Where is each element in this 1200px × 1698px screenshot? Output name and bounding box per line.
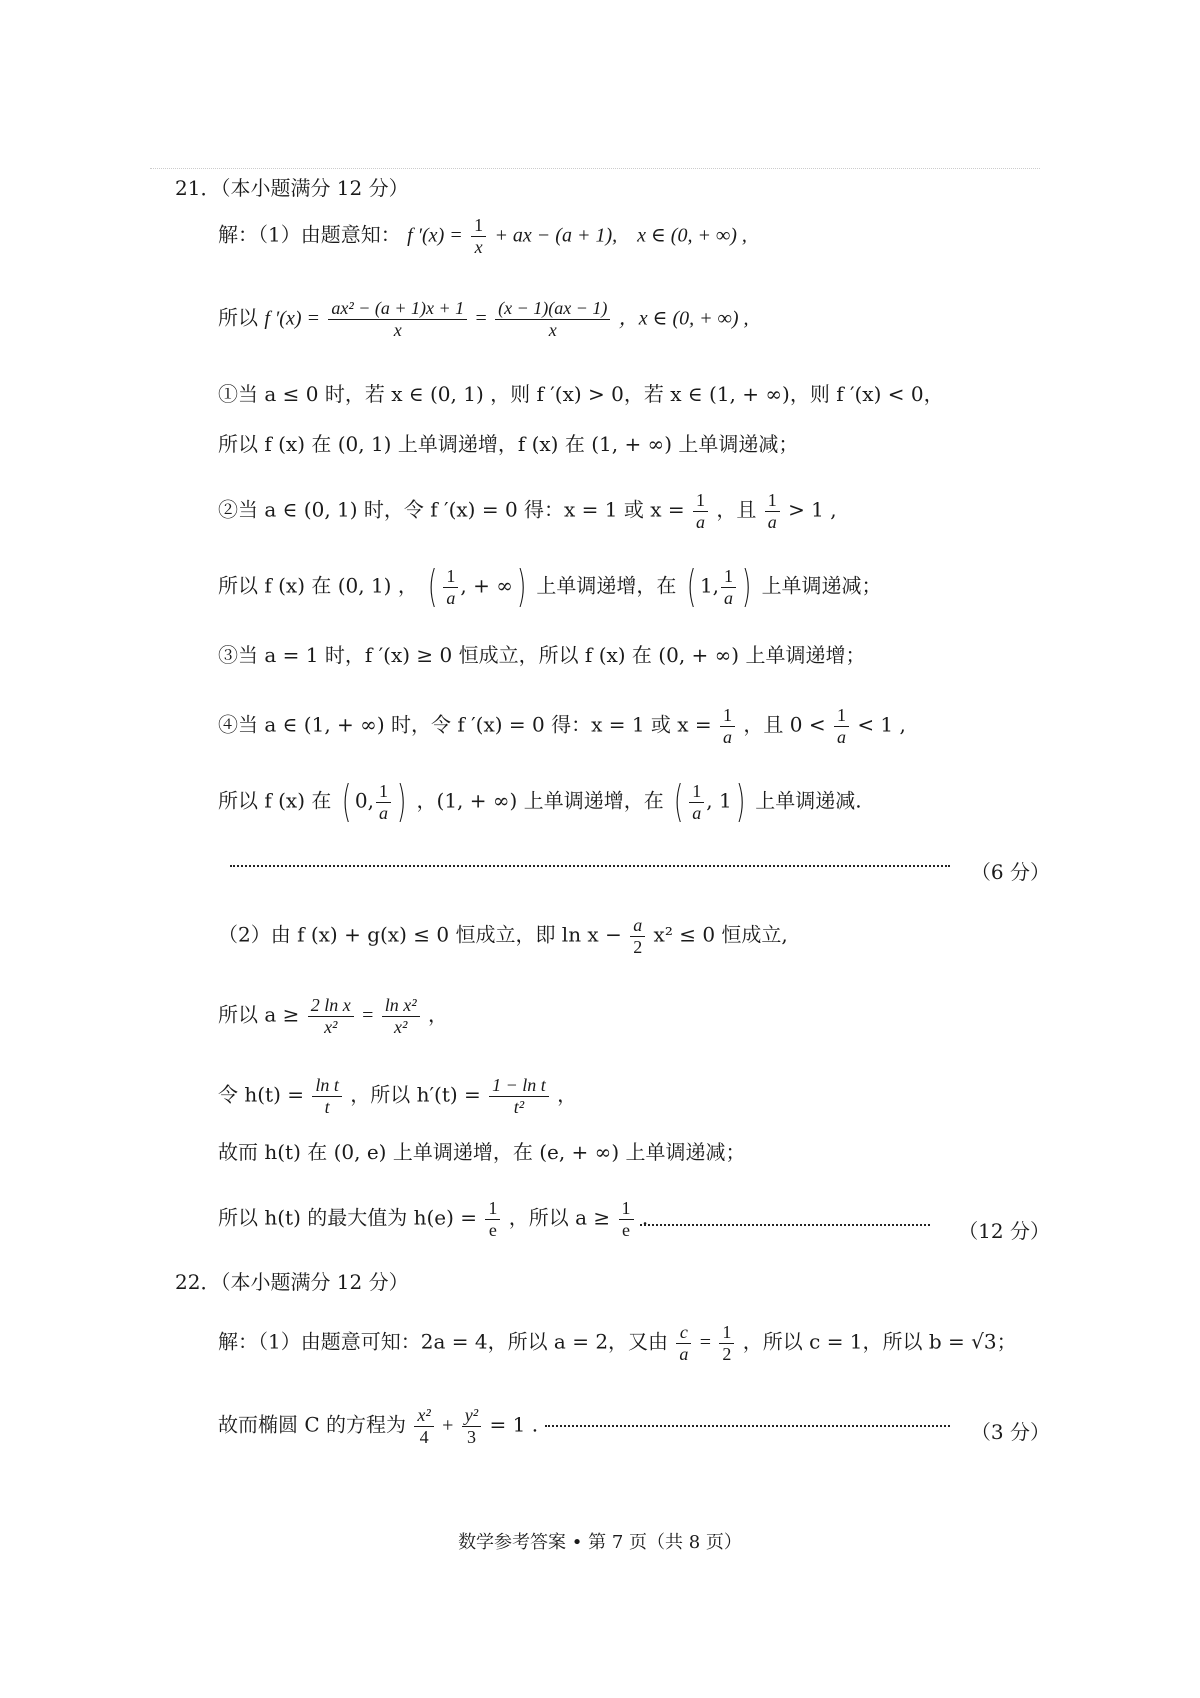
- denominator: e: [622, 1219, 631, 1240]
- right-paren: ): [741, 561, 752, 612]
- fraction: [495, 298, 610, 340]
- denominator: a: [767, 511, 777, 532]
- text: .: [641, 1205, 649, 1230]
- q21-line-6: [218, 561, 882, 612]
- denominator: x: [393, 319, 402, 340]
- left-paren: (: [673, 776, 684, 827]
- text: 所以 h(t) 的最大值为 h(e) =: [218, 1205, 478, 1230]
- fraction: [376, 781, 391, 823]
- numerator: x²: [414, 1405, 433, 1427]
- text: 上单调递减；: [761, 573, 882, 598]
- text: ，且 0 <: [743, 712, 826, 737]
- fraction: [834, 705, 849, 747]
- top-divider: [150, 168, 1040, 169]
- dotted-leader: [640, 1224, 930, 1226]
- text: 故而椭圆 C 的方程为: [218, 1412, 407, 1437]
- fraction: [619, 1198, 634, 1240]
- q21-part2-line-5: [218, 1198, 648, 1240]
- q22-line-2: [218, 1405, 538, 1447]
- score-12: （12 分）: [958, 1219, 1050, 1243]
- text: ②当 a ∈ (0, 1) 时，令 f ′(x) = 0 得：x = 1 或 x =: [218, 497, 685, 522]
- numerator: ax² − (a + 1)x + 1: [328, 298, 467, 320]
- q21-part2-line-4: 故而 h(t) 在 (0, e) 上单调递增，在 (e, + ∞) 上单调递减；: [218, 1140, 746, 1164]
- text: 上单调递减.: [755, 788, 862, 813]
- text: 所以 f (x) 在 (0, 1) ，: [218, 573, 418, 598]
- q21-line-3: ①当 a ≤ 0 时，若 x ∈ (0, 1) ，则 f ′(x) > 0，若 x ∈ (1, + ∞)，则 f ′(x) < 0，: [218, 382, 944, 406]
- text: 令 h(t) =: [218, 1082, 304, 1107]
- denominator: t: [324, 1096, 330, 1117]
- math: , 1: [706, 788, 732, 813]
- score-6: （6 分）: [970, 860, 1050, 884]
- denominator: 3: [466, 1426, 476, 1447]
- q21-part2-line-2: [218, 995, 448, 1037]
- text: ，所以 a ≥: [508, 1205, 611, 1230]
- fraction: [308, 995, 354, 1037]
- denominator: a: [692, 802, 702, 823]
- fraction: [676, 1322, 691, 1364]
- fraction: [462, 1405, 481, 1447]
- numerator: 1: [834, 705, 849, 727]
- text: 所以: [218, 305, 258, 330]
- fraction: [312, 1075, 342, 1117]
- left-paren: (: [686, 561, 697, 612]
- equals: =: [699, 1331, 712, 1354]
- text: 解：（1）由题意知：: [218, 222, 401, 247]
- text: ，: [428, 1002, 449, 1027]
- math: f ′(x) =: [407, 224, 463, 247]
- right-paren: ): [396, 776, 407, 827]
- numerator: 1: [720, 705, 735, 727]
- text: > 1 ,: [788, 497, 837, 522]
- numerator: 1: [376, 781, 391, 803]
- text: ，: [557, 1082, 578, 1107]
- numerator: ln x²: [382, 995, 420, 1017]
- denominator: e: [488, 1219, 497, 1240]
- numerator: 1: [471, 215, 486, 237]
- denominator: a: [378, 802, 388, 823]
- q22-line-1: [218, 1322, 1017, 1364]
- fraction: [328, 298, 467, 340]
- math: ，x ∈ (0, + ∞) ,: [618, 307, 749, 330]
- text: ，且: [716, 497, 757, 522]
- text: ，(1, + ∞) 上单调递增，在: [416, 788, 664, 813]
- numerator: ln t: [312, 1075, 342, 1097]
- q21-header: 21．（本小题满分 12 分）: [175, 176, 409, 200]
- fraction: [414, 1405, 433, 1447]
- numerator: 1: [619, 1198, 634, 1220]
- denominator: a: [836, 726, 846, 747]
- text: ④当 a ∈ (1, + ∞) 时，令 f ′(x) = 0 得：x = 1 或 x =: [218, 712, 712, 737]
- q21-line-4: 所以 f (x) 在 (0, 1) 上单调递增，f (x) 在 (1, + ∞) 上单调递减；: [218, 432, 799, 456]
- text: 解：（1）由题意可知：2a = 4，所以 a = 2，又由: [218, 1329, 669, 1354]
- denominator: 2: [722, 1343, 732, 1364]
- denominator: x: [474, 236, 483, 257]
- text: ，所以 h′(t) =: [350, 1082, 481, 1107]
- text: x² ≤ 0 恒成立,: [653, 922, 788, 947]
- left-paren: (: [341, 776, 352, 827]
- numerator: 1: [689, 781, 704, 803]
- text: ，所以 c = 1，所以 b = √3；: [742, 1329, 1017, 1354]
- denominator: a: [679, 1343, 689, 1364]
- denominator: 2: [633, 936, 643, 957]
- equals: =: [475, 307, 487, 330]
- plus: +: [442, 1414, 454, 1437]
- numerator: 1 − ln t: [489, 1075, 549, 1097]
- q21-line-1: [218, 215, 747, 257]
- denominator: a: [446, 587, 456, 608]
- math: 0,: [354, 788, 374, 813]
- numerator: 1: [485, 1198, 500, 1220]
- denominator: x²: [394, 1016, 408, 1037]
- right-paren: ): [516, 561, 527, 612]
- q21-line-9: [218, 776, 862, 827]
- page-footer: 数学参考答案 • 第 7 页（共 8 页）: [458, 1532, 742, 1553]
- fraction: [721, 566, 736, 608]
- dotted-leader: [230, 865, 950, 867]
- fraction: [382, 995, 420, 1037]
- fraction: [719, 1322, 734, 1364]
- fraction: [693, 490, 708, 532]
- left-paren: (: [428, 561, 438, 612]
- fraction: [689, 781, 704, 823]
- fraction: [485, 1198, 500, 1240]
- numerator: 1: [765, 490, 780, 512]
- math: 1,: [699, 573, 720, 598]
- text: 所以 a ≥: [218, 1002, 300, 1027]
- equals: =: [362, 1004, 374, 1027]
- denominator: a: [724, 587, 734, 608]
- fraction: [630, 915, 645, 957]
- q21-part2-line-1: [218, 915, 788, 957]
- text: 所以 f (x) 在: [218, 788, 332, 813]
- denominator: a: [723, 726, 733, 747]
- score-3: （3 分）: [970, 1420, 1050, 1444]
- fraction: [443, 566, 458, 608]
- text: 上单调递增，在: [536, 573, 677, 598]
- q21-part2-line-3: [218, 1075, 577, 1117]
- fraction: [471, 215, 486, 257]
- numerator: 1: [721, 566, 736, 588]
- numerator: y²: [462, 1405, 481, 1427]
- fraction: [765, 490, 780, 532]
- math: + ax − (a + 1), x ∈ (0, + ∞) ,: [494, 224, 747, 247]
- numerator: c: [676, 1322, 691, 1344]
- numerator: 2 ln x: [308, 995, 354, 1017]
- numerator: 1: [693, 490, 708, 512]
- numerator: (x − 1)(ax − 1): [495, 298, 610, 320]
- numerator: a: [630, 915, 645, 937]
- q21-line-8: [218, 705, 906, 747]
- numerator: 1: [443, 566, 458, 588]
- q22-header: 22．（本小题满分 12 分）: [175, 1270, 409, 1294]
- q21-line-7: ③当 a = 1 时，f ′(x) ≥ 0 恒成立，所以 f (x) 在 (0, + ∞) 上单调递增；: [218, 643, 866, 667]
- dotted-leader: [545, 1425, 950, 1427]
- q21-line-2: [218, 298, 749, 340]
- denominator: a: [695, 511, 705, 532]
- fraction: [489, 1075, 549, 1117]
- q21-line-5: [218, 490, 837, 532]
- denominator: 4: [419, 1426, 429, 1447]
- text: （2）由 f (x) + g(x) ≤ 0 恒成立，即 ln x −: [218, 922, 622, 947]
- text: < 1 ,: [857, 712, 906, 737]
- numerator: 1: [719, 1322, 734, 1344]
- denominator: x: [548, 319, 557, 340]
- fraction: [720, 705, 735, 747]
- math: f ′(x) =: [264, 307, 320, 330]
- right-paren: ): [735, 776, 745, 827]
- denominator: x²: [324, 1016, 338, 1037]
- denominator: t²: [513, 1096, 525, 1117]
- math: , + ∞: [460, 573, 513, 598]
- text: = 1 .: [489, 1412, 539, 1437]
